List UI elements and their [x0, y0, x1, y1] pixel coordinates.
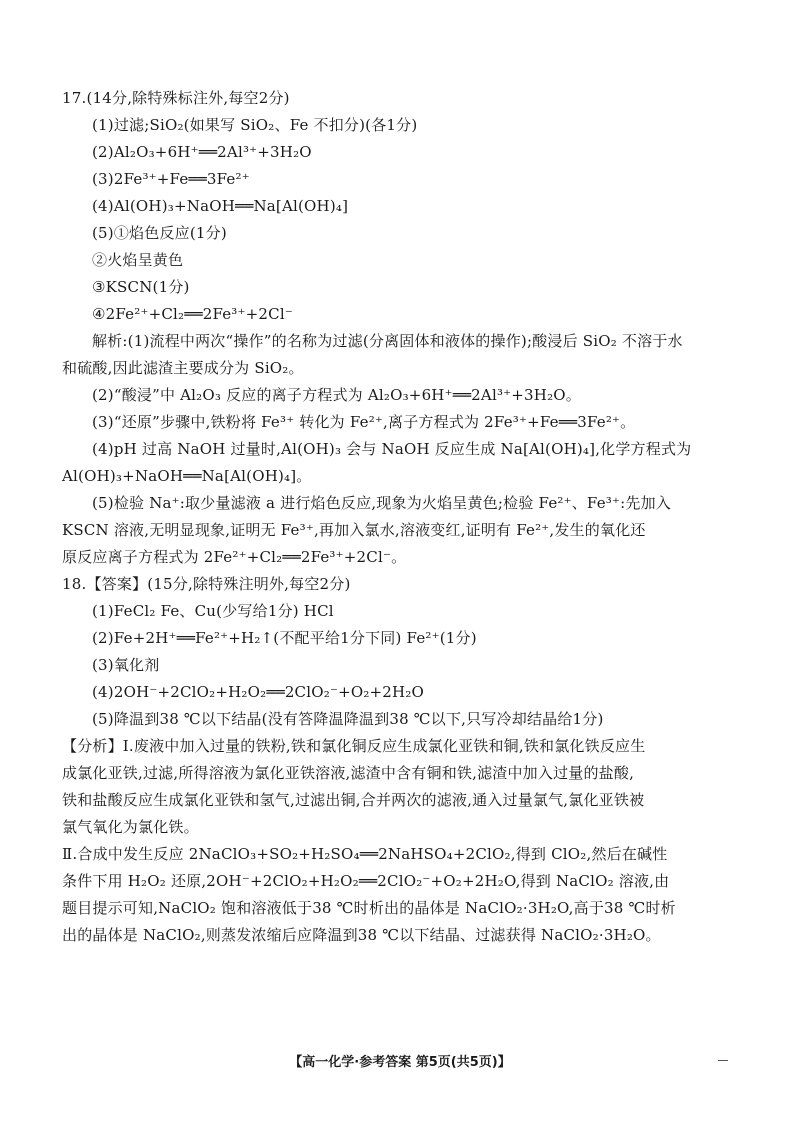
q17-answer-5-1: (5)①焰色反应(1分) [92, 224, 227, 242]
q18-analysis-7: 题目提示可知,NaClO₂ 饱和溶液低于38 ℃时析出的晶体是 NaClO₂·3H₂O,高于38 ℃时析 [62, 899, 676, 917]
q17-answer-3: (3)2Fe³⁺+Fe══3Fe²⁺ [92, 170, 250, 188]
q18-analysis-2: 成氯化亚铁,过滤,所得溶液为氯化亚铁溶液,滤渣中含有铜和铁,滤渣中加入过量的盐酸, [62, 764, 635, 782]
corner-mark [718, 1060, 728, 1061]
q18-answer-5: (5)降温到38 ℃以下结晶(没有答降温降温到38 ℃以下,只写冷却结晶给1分) [92, 710, 604, 728]
q17-analysis-9: 原反应离子方程式为 2Fe²⁺+Cl₂══2Fe³⁺+2Cl⁻。 [62, 548, 407, 566]
q17-analysis-4: (3)“还原”步骤中,铁粉将 Fe³⁺ 转化为 Fe²⁺,离子方程式为 2Fe³⁺+Fe══3Fe²⁺。 [92, 413, 636, 431]
q18-answer-2: (2)Fe+2H⁺══Fe²⁺+H₂↑(不配平给1分下同) Fe²⁺(1分) [92, 629, 477, 647]
q17-answer-5-4: ④2Fe²⁺+Cl₂══2Fe³⁺+2Cl⁻ [92, 305, 293, 323]
q17-answer-2: (2)Al₂O₃+6H⁺══2Al³⁺+3H₂O [92, 143, 312, 161]
q17-analysis-3: (2)“酸浸”中 Al₂O₃ 反应的离子方程式为 Al₂O₃+6H⁺══2Al³⁺+3H₂O。 [92, 386, 581, 404]
q18-analysis-3: 铁和盐酸反应生成氯化亚铁和氢气,过滤出铜,合并两次的滤液,通入过量氯气,氯化亚铁被 [62, 791, 645, 809]
q17-analysis-5: (4)pH 过高 NaOH 过量时,Al(OH)₃ 会与 NaOH 反应生成 Na[Al(OH)₄],化学方程式为 [92, 440, 692, 458]
q17-analysis-6: Al(OH)₃+NaOH══Na[Al(OH)₄]。 [62, 467, 312, 485]
q18-analysis-5: Ⅱ.合成中发生反应 2NaClO₃+SO₂+H₂SO₄══2NaHSO₄+2ClO₂,得到 ClO₂,然后在碱性 [62, 845, 668, 863]
q18-answer-4: (4)2OH⁻+2ClO₂+H₂O₂══2ClO₂⁻+O₂+2H₂O [92, 683, 425, 701]
q18-answer-1: (1)FeCl₂ Fe、Cu(少写给1分) HCl [92, 602, 334, 620]
q18-analysis-8: 出的晶体是 NaClO₂,则蒸发浓缩后应降温到38 ℃以下结晶、过滤获得 NaClO₂·3H₂O。 [62, 926, 661, 944]
q17-analysis-7: (5)检验 Na⁺:取少量滤液 a 进行焰色反应,现象为火焰呈黄色;检验 Fe²⁺、Fe³⁺:先加入 [92, 494, 671, 512]
q17-answer-1: (1)过滤;SiO₂(如果写 SiO₂、Fe 不扣分)(各1分) [92, 116, 418, 134]
q18-analysis-4: 氯气氧化为氯化铁。 [62, 818, 199, 836]
q17-answer-4: (4)Al(OH)₃+NaOH══Na[Al(OH)₄] [92, 197, 349, 215]
q18-analysis-1: 【分析】Ⅰ.废液中加入过量的铁粉,铁和氯化铜反应生成氯化亚铁和铜,铁和氯化铁反应生 [62, 737, 646, 755]
q17-answer-5-3: ③KSCN(1分) [92, 278, 190, 296]
q18-analysis-6: 条件下用 H₂O₂ 还原,2OH⁻+2ClO₂+H₂O₂══2ClO₂⁻+O₂+2H₂O,得到 NaClO₂ 溶液,由 [62, 872, 670, 890]
q17-answer-5-2: ②火焰呈黄色 [92, 251, 184, 269]
q18-answer-3: (3)氧化剂 [92, 656, 160, 674]
q18-header: 18.【答案】(15分,除特殊注明外,每空2分) [62, 575, 351, 593]
q17-header: 17.(14分,除特殊标注外,每空2分) [62, 89, 290, 107]
q17-analysis-1: 解析:(1)流程中两次“操作”的名称为过滤(分离固体和液体的操作);酸浸后 SiO₂ 不溶于水 [92, 332, 683, 350]
q17-analysis-2: 和硫酸,因此滤渣主要成分为 SiO₂。 [62, 359, 304, 377]
page-footer: 【高一化学·参考答案 第5页(共5页)】 [289, 1055, 511, 1070]
q17-analysis-8: KSCN 溶液,无明显现象,证明无 Fe³⁺,再加入氯水,溶液变红,证明有 Fe²⁺,发生的氧化还 [62, 521, 646, 539]
